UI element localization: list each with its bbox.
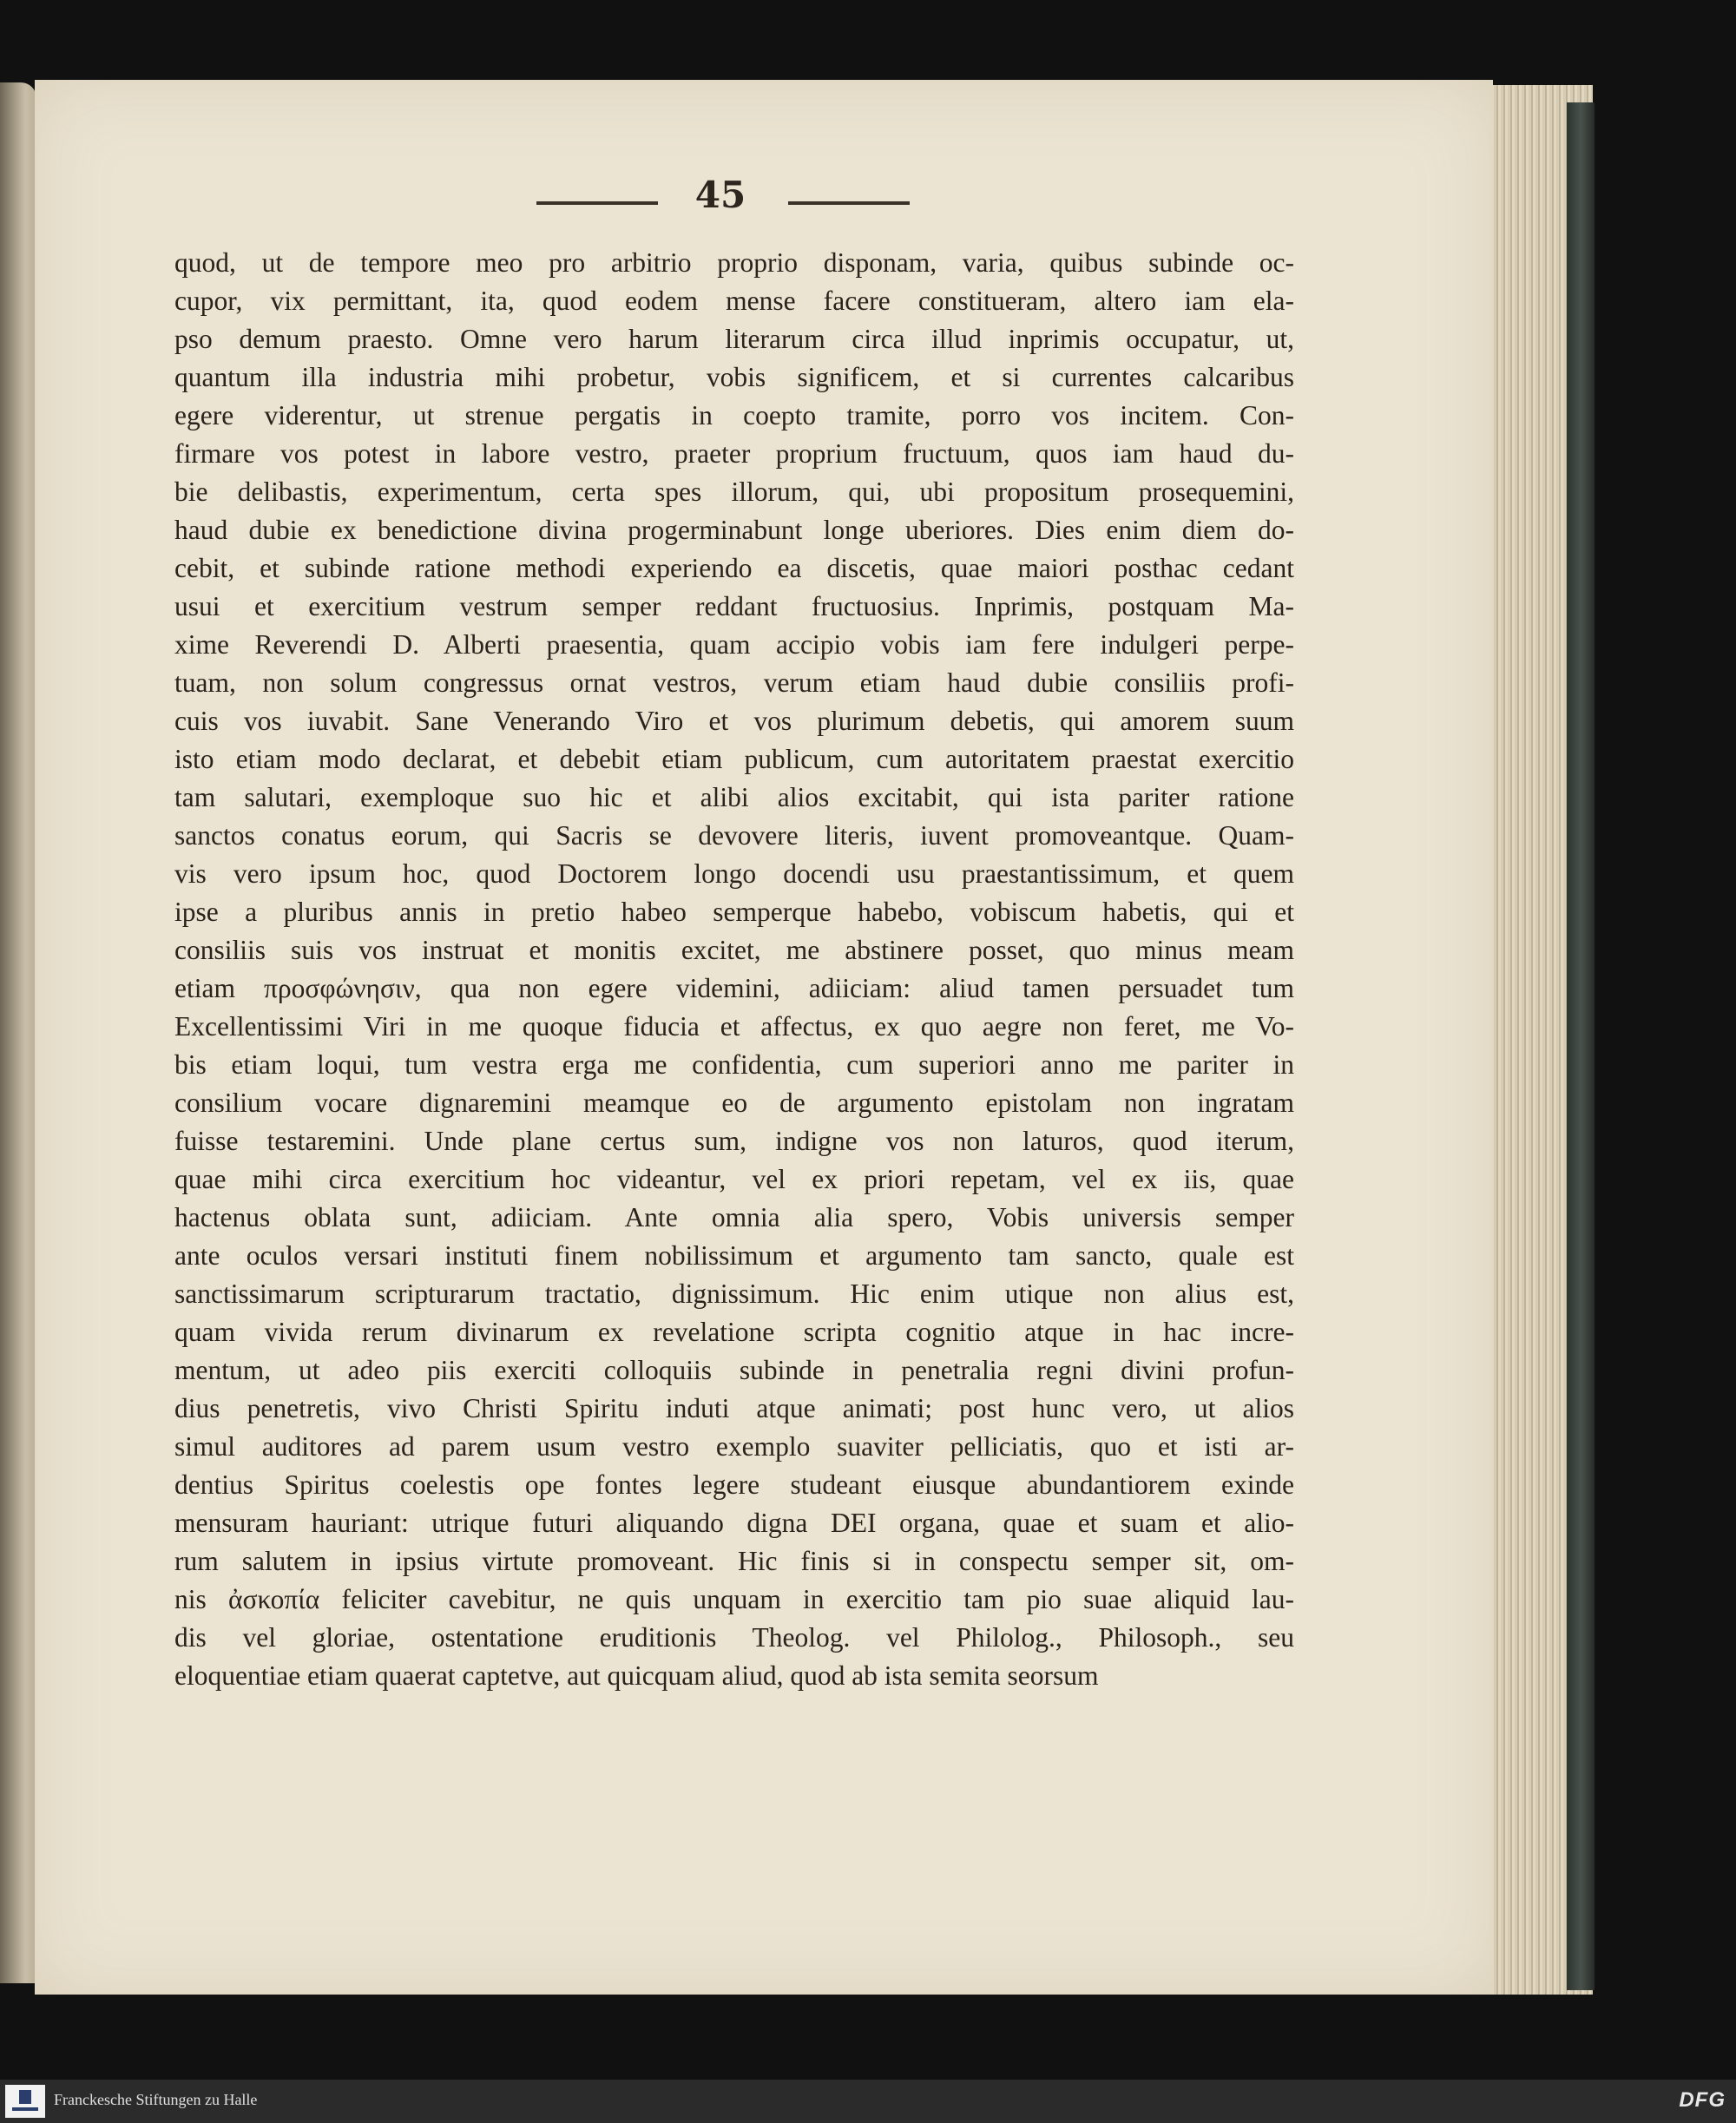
text-line: sanctissimarum scripturarum tractatio, dignissimum. Hic enim utique non alius est, xyxy=(174,1278,1294,1309)
dfg-logo: DFG xyxy=(1679,2088,1726,2112)
text-line: ante oculos versari instituti finem nobilissimum et argumento tam sancto, quale est xyxy=(174,1240,1294,1271)
body-text xyxy=(174,244,1294,1695)
text-line: haud dubie ex benedictione divina progerminabunt longe uberiores. Dies enim diem do- xyxy=(174,515,1294,545)
previous-page-edge xyxy=(0,82,36,1983)
text-line: mensuram hauriant: utrique futuri aliquando digna DEI organa, quae et suam et alio- xyxy=(174,1508,1294,1538)
text-line: eloquentiae etiam quaerat captetve, aut quicquam aliud, quod ab ista semita seorsum xyxy=(174,1660,1099,1691)
text-line: cuis vos iuvabit. Sane Venerando Viro et vos plurimum debetis, qui amorem suum xyxy=(174,706,1294,736)
text-line: pso demum praesto. Omne vero harum literarum circa illud inprimis occupatur, ut, xyxy=(174,324,1294,354)
text-line: bie delibastis, experimentum, certa spes illorum, qui, ubi propositum prosequemini, xyxy=(174,477,1294,507)
text-line: quae mihi circa exercitium hoc videantur, vel ex priori repetam, vel ex iis, quae xyxy=(174,1164,1294,1194)
page-number: 45 xyxy=(694,174,746,216)
text-line: simul auditores ad parem usum vestro exemplo suaviter pelliciatis, quo et isti ar- xyxy=(174,1431,1294,1462)
text-line: fuisse testaremini. Unde plane certus sum, indigne vos non laturos, quod iterum, xyxy=(174,1126,1294,1156)
text-line: hactenus oblata sunt, adiiciam. Ante omnia alia spero, Vobis universis semper xyxy=(174,1202,1294,1232)
text-line: xime Reverendi D. Alberti praesentia, quam accipio vobis iam fere indulgeri perpe- xyxy=(174,629,1294,660)
text-line: ipse a pluribus annis in pretio habeo semperque habebo, vobiscum habetis, qui et xyxy=(174,897,1294,927)
text-line: quantum illa industria mihi probetur, vobis significem, et si currentes calcaribus xyxy=(174,362,1294,392)
text-line: dis vel gloriae, ostentatione eruditionis Theolog. vel Philolog., Philosoph., seu xyxy=(174,1622,1294,1653)
text-line: mentum, ut adeo piis exerciti colloquiis subinde in penetralia regni divini profun- xyxy=(174,1355,1294,1385)
text-line: firmare vos potest in labore vestro, praeter proprium fructuum, quos iam haud du- xyxy=(174,438,1294,469)
book-cover-edge xyxy=(1567,102,1595,1990)
header-rule-right xyxy=(788,201,910,205)
text-line: rum salutem in ipsius virtute promoveant. Hic finis si in conspectu semper sit, om- xyxy=(174,1546,1294,1576)
text-line: etiam προσφώνησιν, qua non egere videmini, adiiciam: aliud tamen persuadet tum xyxy=(174,973,1294,1003)
text-line: cebit, et subinde ratione methodi experiendo ea discetis, quae maiori posthac cedant xyxy=(174,553,1294,583)
text-line: usui et exercitium vestrum semper reddant fructuosius. Inprimis, postquam Ma- xyxy=(174,591,1294,621)
institution-name: Franckesche Stiftungen zu Halle xyxy=(54,2091,258,2108)
text-line: dius penetretis, vivo Christi Spiritu induti atque animati; post hunc vero, ut alios xyxy=(174,1393,1294,1423)
text-line: quam vivida rerum divinarum ex revelatione scripta cognitio atque in hac incre- xyxy=(174,1317,1294,1347)
text-line: egere viderentur, ut strenue pergatis in coepto tramite, porro vos incitem. Con- xyxy=(174,400,1294,431)
text-line: tuam, non solum congressus ornat vestros, verum etiam haud dubie consiliis profi- xyxy=(174,667,1294,698)
text-line: dentius Spiritus coelestis ope fontes legere studeant eiusque abundantiorem exinde xyxy=(174,1469,1294,1500)
text-line: nis ἀσκοπία feliciter cavebitur, ne quis unquam in exercitio tam pio suae aliquid lau- xyxy=(174,1584,1294,1614)
text-line: bis etiam loqui, tum vestra erga me confidentia, cum superiori anno me pariter in xyxy=(174,1049,1294,1080)
text-line: quod, ut de tempore meo pro arbitrio proprio disponam, varia, quibus subinde oc- xyxy=(174,247,1294,278)
text-line: isto etiam modo declarat, et debebit etiam publicum, cum autoritatem praestat exercitio xyxy=(174,744,1294,774)
text-line: tam salutari, exemploque suo hic et alibi alios excitabit, qui ista pariter ratione xyxy=(174,782,1294,812)
footer-bar xyxy=(0,2080,1736,2123)
book-page xyxy=(35,80,1493,1995)
text-line: Excellentissimi Viri in me quoque fiducia et affectus, ex quo aegre non feret, me Vo- xyxy=(174,1011,1294,1042)
text-line: sanctos conatus eorum, qui Sacris se devovere literis, iuvent promoveantque. Quam- xyxy=(174,820,1294,851)
text-line: consilium vocare dignaremini meamque eo de argumento epistolam non ingratam xyxy=(174,1088,1294,1118)
institution-logo-icon xyxy=(5,2085,45,2118)
text-line: vis vero ipsum hoc, quod Doctorem longo docendi usu praestantissimum, et quem xyxy=(174,858,1294,889)
text-line: cupor, vix permittant, ita, quod eodem mense facere constitueram, altero iam ela- xyxy=(174,286,1294,316)
header-rule-left xyxy=(536,201,658,205)
text-line: consiliis suis vos instruat et monitis excitet, me abstinere posset, quo minus meam xyxy=(174,935,1294,965)
